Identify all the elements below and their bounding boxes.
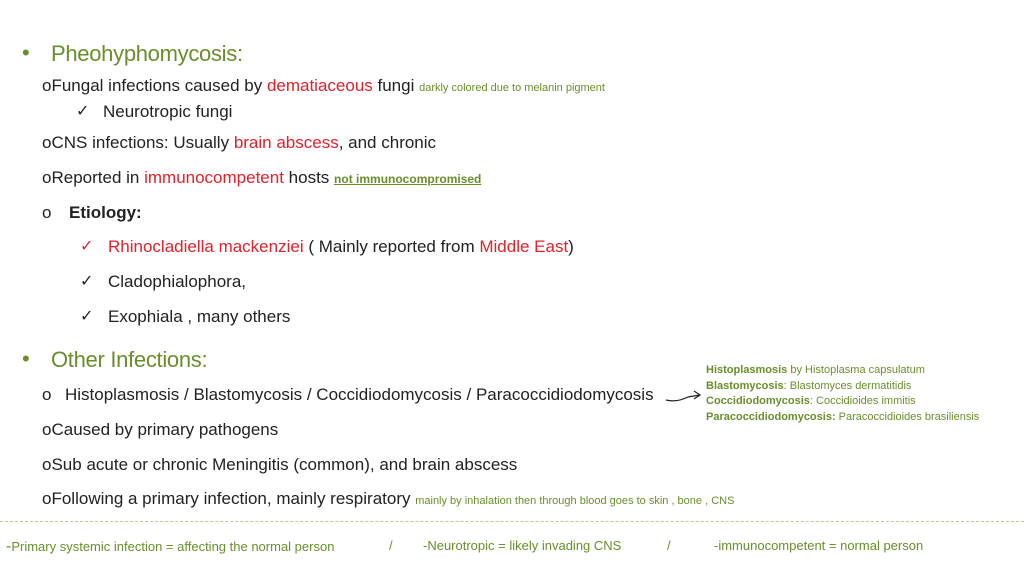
section-title-pheohyphomycosis: Pheohyphomycosis: [51,41,243,66]
region-name: Middle East [479,237,569,256]
side-note-sep: : [783,379,790,392]
list-item-immunocompetent [42,168,481,188]
text: Following a primary infection, mainly respiratory [51,489,416,508]
text: , and chronic [338,133,437,152]
side-note-term: Histoplasmosis [706,364,788,376]
side-note-term: Paracoccidiodomycosis: [706,410,836,423]
list-item-mycoses: Histoplasmosis / Blastomycosis / Coccidiodomycosis / Paracoccidiodomycosis [65,385,654,404]
list-item-neurotropic: Neurotropic fungi [103,102,233,121]
side-note-row [706,363,979,379]
etiology-label: Etiology: [69,203,142,222]
check-icon: ✓ [80,308,94,325]
footer-divider [0,521,1024,522]
check-icon: ✓ [80,273,94,290]
footer-dash: - [714,538,719,553]
footer-item-immunocompetent [714,538,923,553]
footer-text: Primary systemic infection = affecting the normal person [11,539,335,554]
footer-separator: / [667,538,671,553]
highlight-term: dematiaceous [266,76,373,95]
list-item-cns-infections [42,133,436,153]
side-note-organism: Blastomyces dermatitidis [789,379,912,392]
check-icon: ✓ [80,238,94,255]
footer-item-primary-systemic [6,538,334,556]
side-note-organism: Histoplasma capsulatum [805,364,925,376]
side-note-row [706,410,979,426]
text: hosts [283,168,335,187]
footer-text: immunocompetent = normal person [718,538,924,553]
list-item-primary-pathogens [42,420,278,440]
side-note-row [706,394,979,410]
check-icon: ✓ [76,103,90,120]
text: CNS infections: Usually [51,133,234,152]
annotation-note: mainly by inhalation then through blood goes to skin , bone , CNS [415,495,735,507]
list-item-meningitis [42,455,517,475]
footer-item-neurotropic: -Neurotropic = likely invading CNS [423,538,622,553]
highlight-term: brain abscess [233,133,339,152]
side-note-sep: : [809,395,817,407]
side-note-term: Blastomycosis [706,379,784,392]
side-notes [706,363,979,425]
text: fungi [372,76,420,95]
list-marker: o [42,489,52,508]
list-marker: o [42,203,52,222]
highlight-term: immunocompetent [144,168,284,187]
list-marker: o [42,385,52,404]
list-marker: o [42,168,52,187]
organism-name: Rhinocladiella mackenziei [108,237,304,256]
section-bullet: • [22,346,30,371]
text: Reported in [51,168,145,187]
side-note-term: Coccidiodomycosis [706,395,810,407]
section-bullet: • [22,40,30,65]
text: ( Mainly reported from [303,237,480,256]
annotation-note: darkly colored due to melanin pigment [419,82,605,94]
side-note-organism: Paracoccidioides brasiliensis [838,410,980,423]
list-item-fungal-infections [42,76,605,96]
text: ) [568,237,574,256]
etiology-item-rhinocladiella [108,237,574,257]
annotation-note: not immunocompromised [334,172,482,186]
list-marker: o [42,420,52,439]
text: Sub acute or chronic Meningitis (common), and brain abscess [51,455,518,474]
list-marker: o [42,76,52,95]
etiology-item-exophiala: Exophiala , many others [108,307,291,326]
list-marker: o [42,133,52,152]
side-note-organism: Coccidioides immitis [816,395,916,407]
side-note-sep: by [787,364,806,376]
footer-separator: / [389,538,393,553]
section-title-other-infections: Other Infections: [51,347,208,372]
text: Caused by primary pathogens [51,420,279,439]
list-item-primary-infection [42,489,734,509]
etiology-item-cladophialophora: Cladophialophora, [108,272,246,291]
arrow-icon [664,388,704,408]
side-note-row [706,379,979,395]
list-marker: o [42,455,52,474]
footer-dash: - [6,538,12,555]
text: Fungal infections caused by [51,76,267,95]
